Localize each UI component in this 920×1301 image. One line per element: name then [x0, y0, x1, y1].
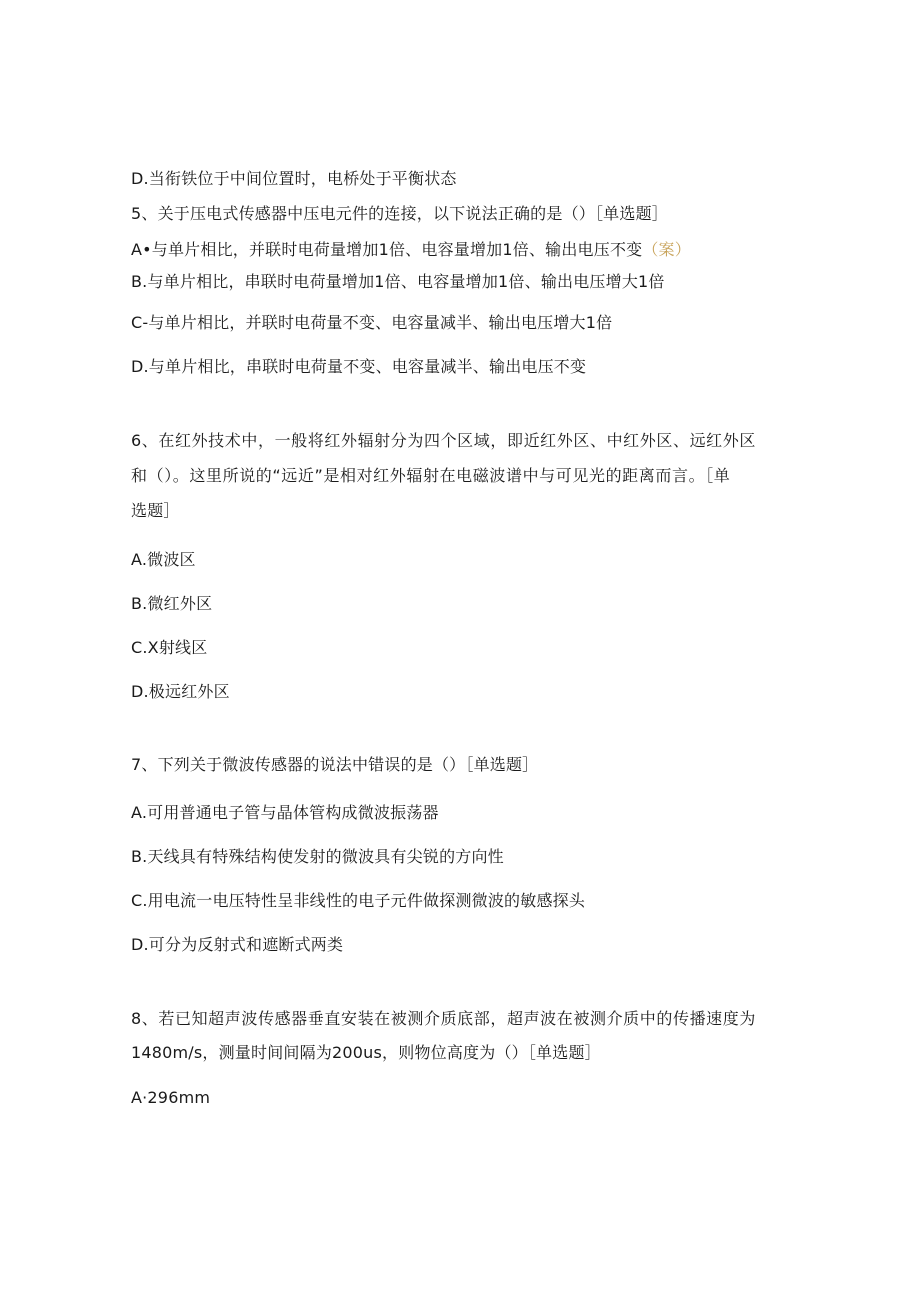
q7-option-b: B.天线具有特殊结构使发射的微波具有尖锐的方向性	[131, 847, 504, 866]
q5-option-a-text: A•与单片相比，并联时电荷量增加1倍、电容量增加1倍、输出电压不变	[131, 240, 643, 259]
q7-option-d: D.可分为反射式和遮断式两类	[131, 935, 344, 954]
q8-option-a: A·296mm	[131, 1088, 211, 1107]
q7-option-a: A.可用普通电子管与晶体管构成微波振荡器	[131, 803, 439, 822]
q6-stem-line-3: 选题］	[131, 501, 180, 520]
q6-stem-line-1: 6、在红外技术中，一般将红外辐射分为四个区域，即近红外区、中红外区、远红外区	[131, 431, 756, 450]
q6-option-c: C.X射线区	[131, 638, 208, 657]
q5-stem: 5、关于压电式传感器中压电元件的连接，以下说法正确的是（）［单选题］	[131, 204, 668, 223]
q6-option-d: D.极远红外区	[131, 682, 230, 701]
q5-option-c: C-与单片相比，并联时电荷量不变、电容量减半、输出电压增大1倍	[131, 313, 613, 332]
q4-option-d: D.当衔铁位于中间位置时，电桥处于平衡状态	[131, 169, 457, 188]
q5-option-b: B.与单片相比，串联时电荷量增加1倍、电容量增加1倍、输出电压增大1倍	[131, 272, 665, 291]
q5-option-d: D.与单片相比，串联时电荷量不变、电容量减半、输出电压不变	[131, 357, 587, 376]
q6-option-a: A.微波区	[131, 550, 196, 569]
answer-mark: （案）	[642, 240, 691, 259]
q6-stem-line-2: 和（）。这里所说的“远近”是相对红外辐射在电磁波谱中与可见光的距离而言。［单	[131, 466, 731, 485]
q7-option-c: C.用电流一电压特性呈非线性的电子元件做探测微波的敏感探头	[131, 891, 586, 910]
q6-option-b: B.微红外区	[131, 594, 213, 613]
q7-stem: 7、下列关于微波传感器的说法中错误的是（）［单选题］	[131, 755, 539, 774]
q8-stem-line-2: 1480m∕s，测量时间间隔为200us，则物位高度为（）［单选题］	[131, 1043, 601, 1062]
q5-option-a	[131, 240, 691, 260]
q8-stem-line-1: 8、若已知超声波传感器垂直安装在被测介质底部，超声波在被测介质中的传播速度为	[131, 1009, 756, 1028]
